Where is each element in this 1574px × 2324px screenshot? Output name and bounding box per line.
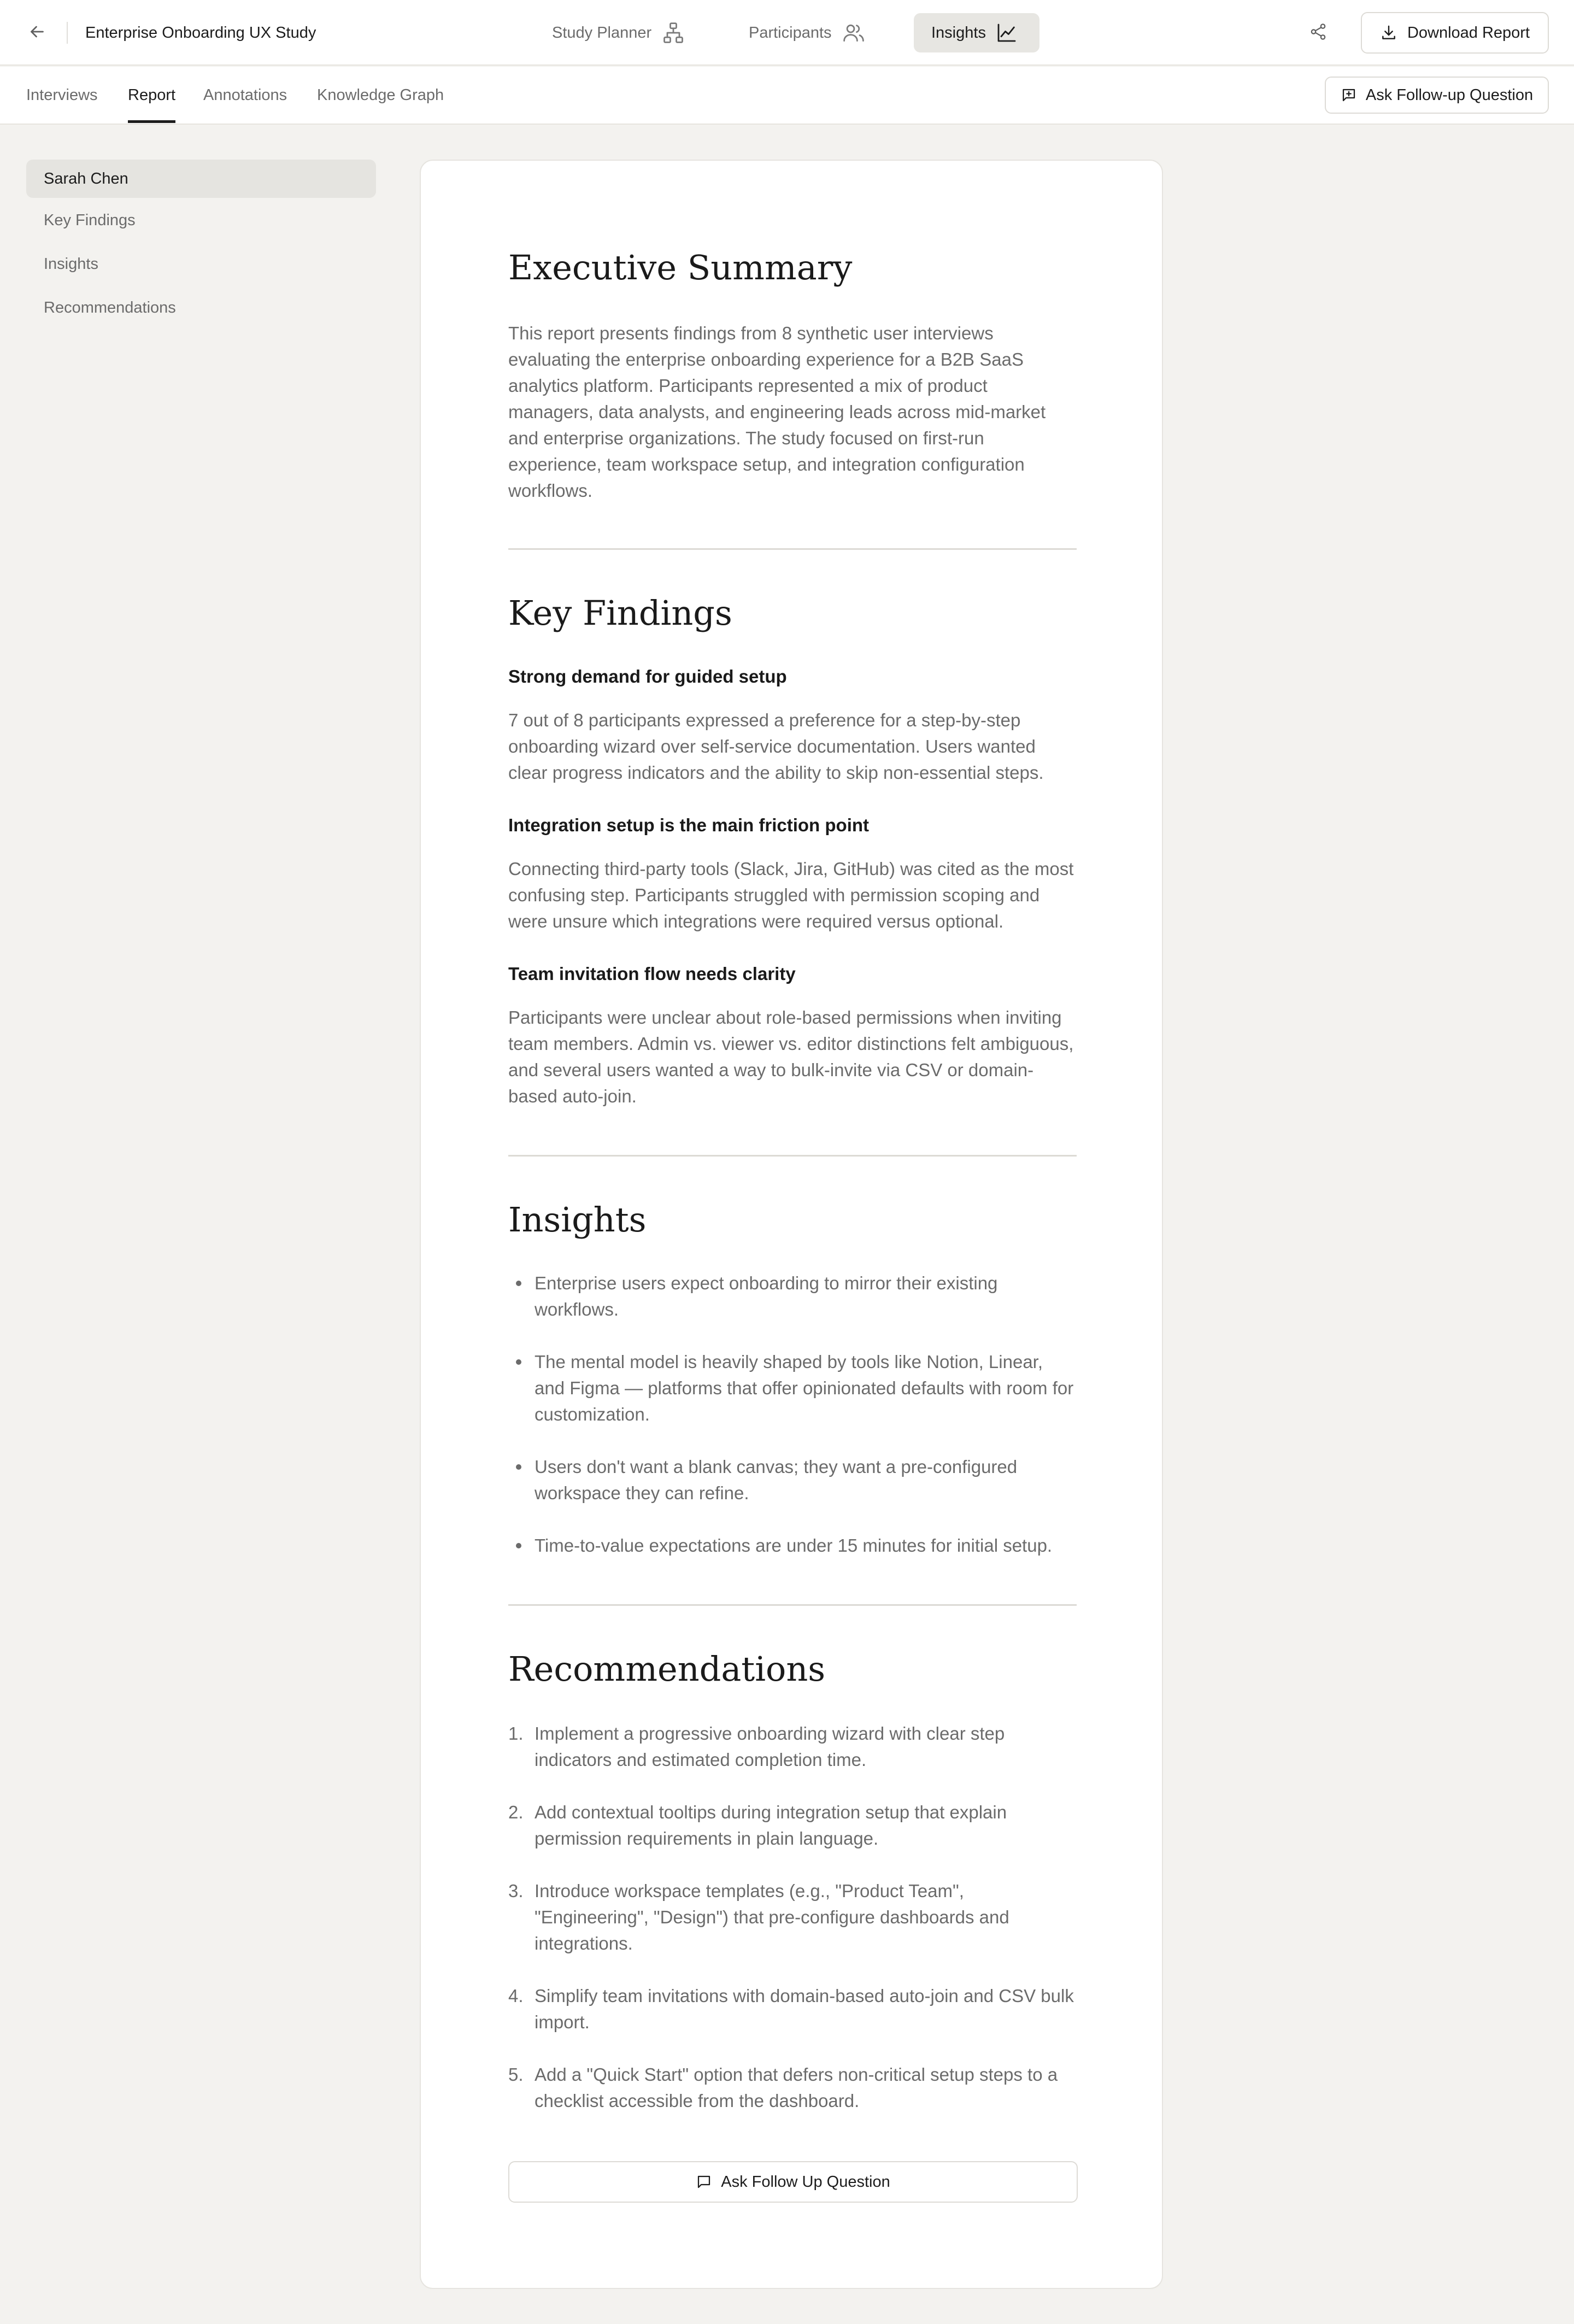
finding-text: Connecting third-party tools (Slack, Jira, GitHub) was cited as the most confusing step. Participants struggled with permission scoping and were unsure which integrations were required versus optional. [508,859,1074,931]
report-card [420,160,1163,2289]
sidebar-item-sarah-chen[interactable]: Sarah Chen [26,160,376,198]
recommendation-text: Simplify team invitations with domain-based auto-join and CSV bulk import. [535,1986,1074,2032]
bullet [516,1281,521,1286]
insight-text: The mental model is heavily shaped by tools like Notion, Linear, and Figma — platforms that offer opinionated defaults with room for customization. [535,1352,1074,1424]
key-findings-heading: Key Findings [508,593,732,633]
sidebar-item-key-findings[interactable]: Key Findings [44,212,136,229]
list-item [508,1721,1077,1773]
arrow-left-icon [27,22,47,44]
finding-text: 7 out of 8 participants expressed a preference for a step-by-step onboarding wizard over self-service documentation. Users wanted clear progress indicators and the ability to skip non-essential steps. [508,710,1044,783]
recommendations-list [508,1721,1077,2140]
subtab-knowledge-graph[interactable]: Knowledge Graph [317,86,444,104]
ask-follow-up-question-label: Ask Follow Up Question [721,2173,890,2191]
list-number: 4. [508,1986,524,2006]
list-item [508,1799,1077,1852]
list-item [508,1454,1077,1506]
list-number: 2. [508,1802,524,1822]
bullet [516,1543,521,1548]
recommendation-text: Add contextual tooltips during integration setup that explain permission requirements in plain language. [535,1802,1007,1848]
tab-insights[interactable] [914,13,1039,52]
tab-participants-label: Participants [749,24,832,42]
list-item [508,1349,1077,1428]
download-report-button[interactable] [1361,12,1549,54]
list-item [508,1878,1077,1957]
study-title: Enterprise Onboarding UX Study [85,24,316,42]
list-item [508,1270,1077,1323]
section-divider [508,1604,1077,1606]
message-icon [696,2174,712,2190]
download-report-label: Download Report [1407,24,1530,42]
ask-follow-up-question-button[interactable] [508,2161,1078,2203]
share-icon [1309,22,1328,44]
section-divider [508,1155,1077,1157]
back-button[interactable] [24,20,50,46]
tab-insights-label: Insights [931,24,986,42]
finding-heading: Strong demand for guided setup [508,666,787,686]
list-item [508,1983,1077,2035]
finding-text: Participants were unclear about role-based permissions when inviting team members. Admin vs. viewer vs. editor distinctions felt ambiguous, and several users wanted a way to bulk-invite via CSV or domain-based auto-join. [508,1007,1074,1106]
tab-study-planner[interactable] [535,13,703,52]
recommendation-text: Introduce workspace templates (e.g., "Product Team", "Engineering", "Design") that pre-configure dashboards and integrations. [535,1881,1009,1953]
ask-follow-up-button[interactable] [1325,77,1549,114]
recommendation-text: Add a "Quick Start" option that defers non-critical setup steps to a checklist accessible from the dashboard. [535,2064,1058,2111]
insight-text: Time-to-value expectations are under 15 minutes for initial setup. [535,1535,1053,1556]
insights-list [508,1270,1077,1585]
tab-participants[interactable] [731,13,883,52]
subtab-annotations[interactable]: Annotations [203,86,287,104]
subtab-report[interactable]: Report [128,84,175,106]
executive-summary-text: This report presents findings from 8 synthetic user interviews evaluating the enterprise onboarding experience for a B2B SaaS analytics platform. Participants represented a mix of product managers, data analysts, and engineering leads across mid-market and enterprise organizations. The study focused on first-run experience, team workspace setup, and integration configuration workflows. [508,323,1046,501]
recommendations-heading: Recommendations [508,1649,826,1689]
sidebar-item-recommendations[interactable]: Recommendations [44,299,176,316]
recommendation-text: Implement a progressive onboarding wizard with clear step indicators and estimated completion time. [535,1723,1005,1770]
share-button[interactable] [1305,20,1331,46]
hierarchy-icon [661,21,685,45]
top-bar [0,0,1574,66]
insights-heading: Insights [508,1200,647,1240]
insight-text: Enterprise users expect onboarding to mirror their existing workflows. [535,1273,998,1319]
tab-study-planner-label: Study Planner [552,24,652,42]
report-subnav [0,67,1574,125]
executive-summary-heading: Executive Summary [508,248,853,287]
list-number: 3. [508,1881,524,1901]
header-divider [67,22,68,44]
message-plus-icon [1341,87,1357,103]
bullet [516,1464,521,1470]
list-number: 1. [508,1723,524,1744]
download-icon [1380,24,1397,42]
section-divider [508,548,1077,550]
line-chart-icon [996,22,1018,44]
list-item [508,1533,1077,1559]
sidebar-item-insights[interactable]: Insights [44,255,98,273]
insight-text: Users don't want a blank canvas; they want a pre-configured workspace they can refine. [535,1457,1018,1503]
finding-heading: Integration setup is the main friction point [508,815,870,835]
subtab-interviews[interactable]: Interviews [26,86,98,104]
ask-follow-up-label: Ask Follow-up Question [1365,86,1534,104]
finding-heading: Team invitation flow needs clarity [508,964,796,984]
list-item [508,2062,1077,2114]
users-icon [842,21,866,45]
list-number: 5. [508,2064,524,2085]
bullet [516,1359,521,1365]
